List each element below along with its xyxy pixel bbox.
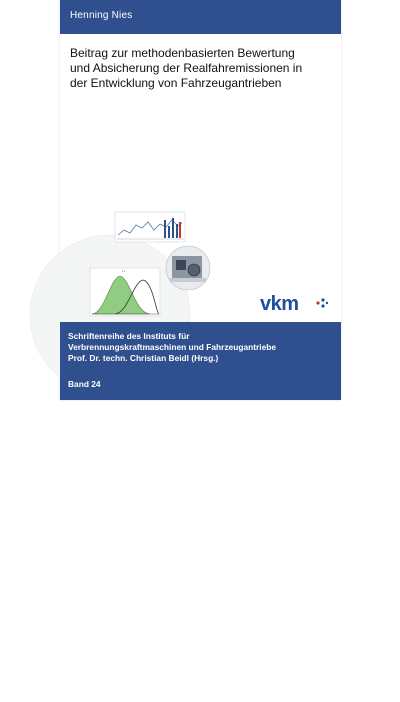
band-number: Band 24 — [68, 379, 101, 389]
publisher-name: SHAKER — [307, 686, 339, 693]
series-line: Schriftenreihe des Instituts für — [68, 331, 190, 341]
book-title — [70, 46, 334, 91]
vkm-logo-mark-icon — [315, 297, 329, 309]
vkm-logo — [260, 293, 330, 317]
series-line: Prof. Dr. techn. Christian Beidl (Hrsg.) — [68, 353, 219, 363]
time-series-chart — [115, 212, 185, 242]
author-name: Henning Nies — [70, 10, 133, 21]
distribution-chart — [90, 268, 160, 316]
publisher-subtitle: VERLAG — [307, 694, 337, 702]
title-line: der Entwicklung von Fahrzeugantrieben — [70, 76, 282, 90]
series-bar — [60, 322, 341, 701]
test-bench-photo — [166, 246, 210, 290]
publisher-logo — [307, 686, 337, 702]
title-line: und Absicherung der Realfahremissionen in — [70, 61, 303, 75]
series-line: Verbrennungskraftmaschinen und Fahrzeugantriebe — [68, 342, 277, 352]
book-cover — [60, 0, 341, 701]
title-line: Beitrag zur methodenbasierten Bewertung — [70, 46, 295, 60]
series-info — [68, 331, 276, 364]
chart-legend-mark: ▪ ▪ — [122, 269, 125, 273]
vkm-logo-text: vkm — [260, 293, 299, 315]
author-bar — [60, 0, 341, 34]
